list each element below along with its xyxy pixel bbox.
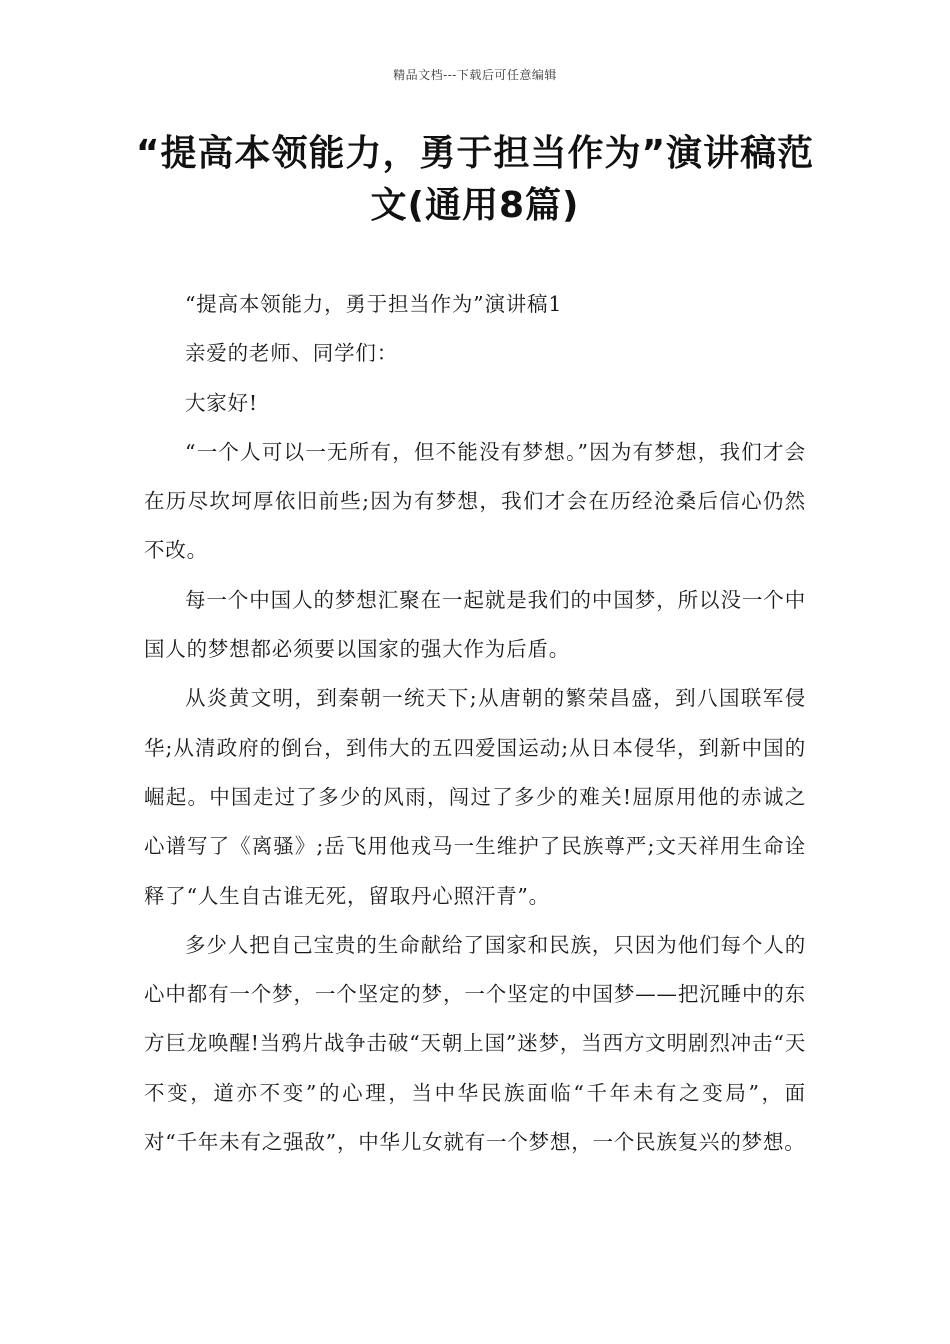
paragraph-greeting: 大家好! xyxy=(185,390,258,415)
paragraph-china-dream: 每一个中国人的梦想汇聚在一起就是我们的中国梦，所以没一个中国人的梦想都必须要以国家的强大作为后盾。 xyxy=(144,587,806,662)
page-header: 精品文档---下载后可任意编辑 xyxy=(393,68,557,82)
document-body xyxy=(144,280,806,1167)
paragraph-speech-heading: “提高本领能力，勇于担当作为”演讲稿1 xyxy=(185,292,563,316)
paragraph-salutation: 亲爱的老师、同学们： xyxy=(185,341,398,366)
document-title: “提高本领能力，勇于担当作为”演讲稿范文(通用8篇) xyxy=(135,133,815,226)
paragraph-dream-quote: “一个人可以一无所有，但不能没有梦想。”因为有梦想，我们才会在历尽坎坷厚依旧前些;因为有梦想，我们才会在历经沧桑后信心仍然不改。 xyxy=(144,439,806,563)
paragraph-sacrifice: 多少人把自己宝贵的生命献给了国家和民族，只因为他们每个人的心中都有一个梦，一个坚定的梦，一个坚定的中国梦——把沉睡中的东方巨龙唤醒!当鸦片战争击破“天朝上国”迷梦，当西方文明剧烈冲击“天不变，道亦不变”的心理，当中华民族面临“千年未有之变局”，面对“千年未有之强敌”，中华儿女就有一个梦想，一个民族复兴的梦想。 xyxy=(144,932,806,1155)
paragraph-history: 从炎黄文明，到秦朝一统天下;从唐朝的繁荣昌盛，到八国联军侵华;从清政府的倒台，到伟大的五四爱国运动;从日本侵华，到新中国的崛起。中国走过了多少的风雨，闯过了多少的难关!屈原用他的赤诚之心谱写了《离骚》;岳飞用他戎马一生维护了民族尊严;文天祥用生命诠释了“人生自古谁无死，留取丹心照汗青”。 xyxy=(144,686,806,908)
